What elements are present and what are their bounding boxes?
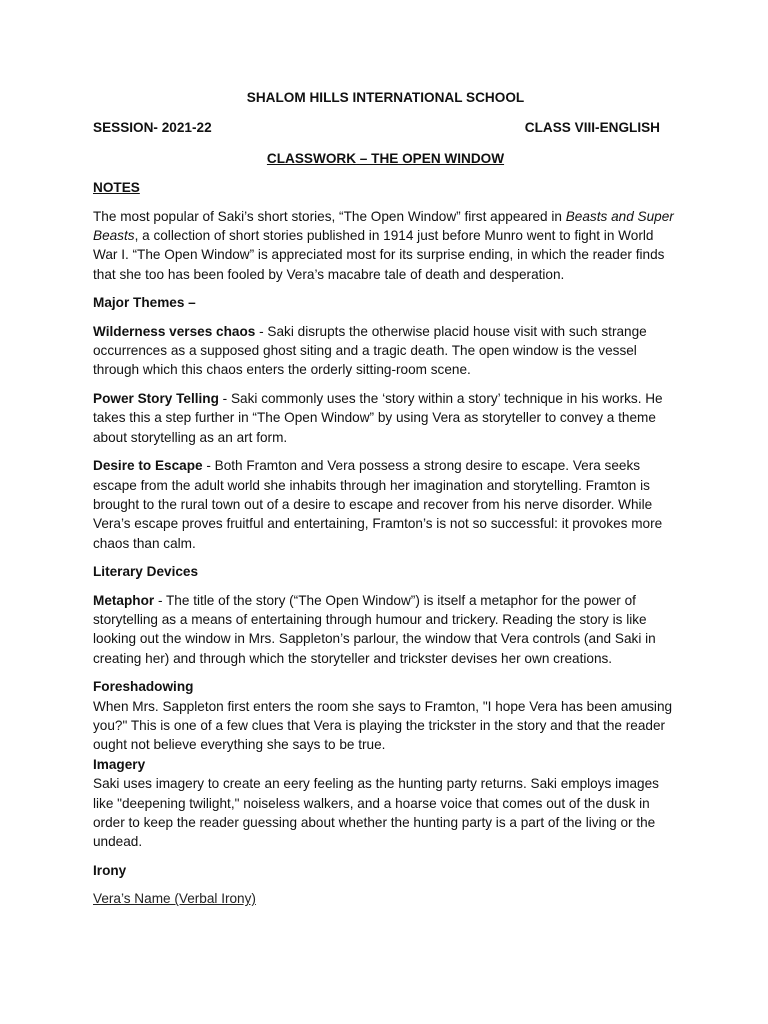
theme-text: - Saki commonly uses the ‘story within a story’ technique in his works. He takes this a step further in “The Open Window” by using Vera as storyteller to convey a theme about storytelling as an art form.: [93, 390, 663, 445]
irony-subheading: Vera’s Name (Verbal Irony): [93, 891, 256, 907]
page-title: CLASSWORK – THE OPEN WINDOW: [266, 150, 505, 166]
theme-term: Wilderness verses chaos: [93, 323, 256, 339]
intro-text-2: , a collection of short stories published in 1914 just before Munro went to fight in World War I. “The Open Window” is appreciated most for its surprise ending, in which the reader finds that she too has been fooled by Vera’s macabre tale of death and desperation.: [93, 228, 665, 282]
session-row: [93, 118, 678, 137]
metaphor-text: - The title of the story (“The Open Window”) is itself a metaphor for the power of storytelling as a means of entertaining through humour and trickery. Reading the story is like looking out the window in Mrs. Sappleton’s parlour, the window that Vera controls (and Saki in creating her) and through which the storyteller and trickster devises her own creations.: [93, 592, 656, 666]
imagery-text: Saki uses imagery to create an eery feeling as the hunting party returns. Saki employs images like "deepening twilight," noiseless walkers, and a hoarse voice that comes out of the dusk in order to keep the reader guessing about whether the hunting party is a part of the living or the undead.: [93, 776, 659, 850]
imagery-heading: Imagery: [93, 756, 146, 772]
metaphor-term: Metaphor: [93, 592, 155, 608]
theme-paragraph: [93, 322, 678, 380]
intro-paragraph: [93, 207, 678, 285]
theme-text: - Both Framton and Vera possess a strong desire to escape. Vera seeks escape from the adult world she inhabits through her imagination and storytelling. Framton is brought to the rural town out of a desire to escape and recover from his nerve disorder. While Vera’s escape proves fruitful and entertaining, Framton’s is not so successful: it provokes more chaos than calm.: [93, 458, 663, 551]
theme-paragraph: [93, 456, 678, 553]
theme-term: Power Story Telling: [93, 390, 219, 406]
theme-paragraph: [93, 389, 678, 447]
irony-heading: Irony: [93, 862, 127, 878]
book-title: Beasts and Super Beasts: [93, 208, 674, 244]
foreshadowing-heading: Foreshadowing: [93, 679, 194, 695]
theme-text: - Saki disrupts the otherwise placid house visit with such strange occurrences as a supposed ghost siting and a tragic death. The open window is the vessel through which this chaos enters the orderly sitting-room scene.: [93, 323, 647, 378]
literary-devices-heading: Literary Devices: [93, 564, 199, 580]
class-label: CLASS VIII-ENGLISH: [524, 120, 660, 136]
foreshadowing-text: When Mrs. Sappleton first enters the room she says to Framton, "I hope Vera has been amusing you?" This is one of a few clues that Vera is playing the trickster in the story and that the reader ought not believe everything she says to be true.: [93, 698, 673, 753]
school-name: SHALOM HILLS INTERNATIONAL SCHOOL: [246, 90, 525, 105]
intro-text-1: The most popular of Saki’s short stories, “The Open Window” first appeared in: [93, 208, 566, 224]
metaphor-paragraph: [93, 591, 678, 669]
major-themes-heading: Major Themes –: [93, 295, 196, 311]
theme-term: Desire to Escape: [93, 458, 203, 474]
notes-heading: NOTES: [93, 180, 140, 196]
session-label: SESSION- 2021-22: [93, 120, 212, 136]
